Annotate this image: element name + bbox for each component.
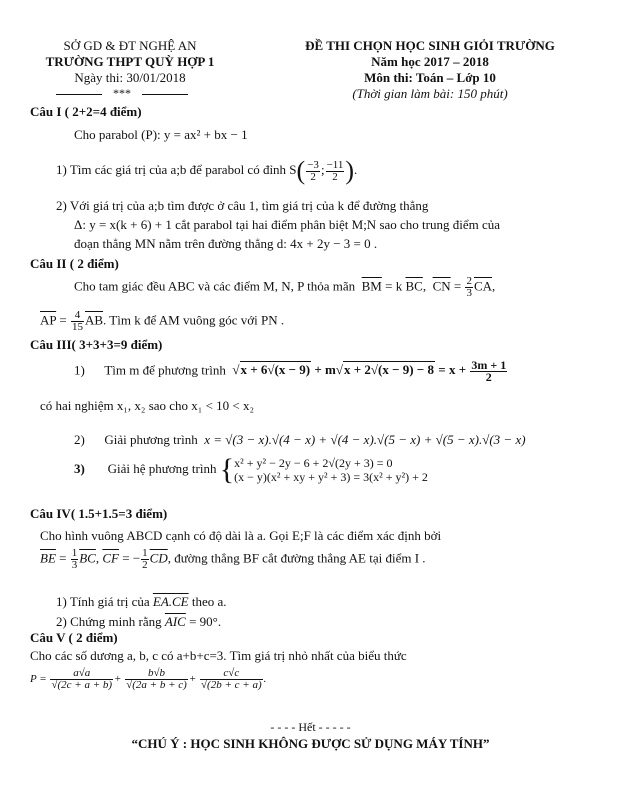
q1-part2-line3: đoạn thẳng MN nằm trên đường thẳng d: 4x + 2y − 3 = 0 . [74,236,378,251]
q1-part2-line1: 2) Với giá trị của a;b tìm được ở câu 1, tìm giá trị của k để đường thẳng [56,198,429,213]
q1-part1-text: 1) Tìm các giá trị của a;b để parabol có đỉnh S [56,161,297,177]
time-limit: (Thời gian làm bài: 150 phút) [352,86,508,101]
q3-part3: 3) Giải hệ phương trình { x² + y² − 2y − 6 + 2√(2y + 3) = 0 (x − y)(x² + xy + y² + 3) = 3(x² + y²) + 2 [74,453,428,486]
vertex-y: $\frac{-11}{2}$ [326,158,344,183]
q1-part2 [56,196,500,253]
q4-part1: 1) Tính giá trị của EA.CE theo a. [56,594,227,609]
q4-heading: Câu IV( 1.5+1.5=3 điểm) [30,506,168,521]
q5-line1: Cho các số dương a, b, c có a+b+c=3. Tìm giá trị nhỏ nhất của biểu thức [30,648,407,663]
q1-intro: Cho parabol (P): y = ax² + bx − 1 [74,127,248,142]
calculator-note: “CHÚ Ý : HỌC SINH KHÔNG ĐƯỢC SỬ DỤNG MÁY TÍNH” [131,736,490,751]
exam-title: ĐỀ THI CHỌN HỌC SINH GIỎI TRƯỜNG [305,38,555,53]
q2-line2: $\overline{AP}$ = $\frac{4}{15}$ $\overline{AB}$. Tìm k để AM vuông góc với PN . [40,309,285,333]
q5-heading: Câu V ( 2 điểm) [30,630,118,645]
dept-name: SỞ GD & ĐT NGHỆ AN [63,38,197,53]
q2-heading: Câu II ( 2 điểm) [30,256,119,271]
stars: *** [113,86,131,100]
subject: Môn thi: Toán – Lớp 10 [364,70,496,85]
q3-part1-cont: có hai nghiệm x₁, x₂ sao cho x₁ < 10 < x₂ [40,398,255,413]
header-right [260,38,600,102]
header-left [30,38,230,86]
q4-line2: $\overline{BE}$ = $\frac{1}{3}$ $\overline{BC}$, $\overline{CF}$ = − $\frac{1}{2}$ $\overline{CD}$, đường thẳng BF cắt đường thẳng AE tại điểm I . [40,547,426,571]
divider-left-b [142,94,188,95]
q2-line1: Cho tam giác đều ABC và các điểm M, N, P thỏa mãn $\overline{BM} = k$ $\overline{BC}$, $\overline{CN}$ = $\frac{2}{3}$ $\overline{CA}$, [74,275,496,299]
school-name: TRƯỜNG THPT QUỲ HỢP 1 [45,54,215,69]
exam-date: Ngày thi: 30/01/2018 [74,70,186,85]
q4-line1: Cho hình vuông ABCD cạnh có độ dài là a. Gọi E;F là các điểm xác định bởi [40,528,442,543]
vertex-x: $\frac{-3}{2}$ [307,158,319,183]
q3-part1: 1) Tìm m để phương trình √x + 6√(x − 9) + m√x + 2√(x − 9) − 8 = x + $\frac{3m + 1}{2}$ [74,358,507,384]
q1-part1: 1) Tìm các giá trị của a;b để parabol có đỉnh S( $\frac{-3}{2}$ ; $\frac{-11}{2}$ ). [56,156,358,185]
q3-heading: Câu III( 3+3+3=9 điểm) [30,337,163,352]
q5-expression: P = $\frac{a√a}{√(2c + a + b)}$ + $\frac{b√b}{√(2a + b + c)}$ + $\frac{c√c}{√(2b + c + a)}$ . [30,667,267,691]
q4-part2: 2) Chứng minh rằng $\overline{AIC} = 90^\circ$. [56,614,222,629]
q3-part2: 2) Giải phương trình x = √(3 − x).√(4 − x) + √(4 − x).√(5 − x) + √(5 − x).√(3 − x) [74,432,526,447]
q1-part2-line2: Δ: y = x(k + 6) + 1 cắt parabol tại hai điểm phân biệt M;N sao cho trung điểm của [74,217,501,232]
q1-heading: Câu I ( 2+2=4 điểm) [30,104,142,119]
divider-left-a [56,94,102,95]
end-marker: - - - - Hết - - - - - [270,720,351,734]
school-year: Năm học 2017 – 2018 [371,54,489,69]
